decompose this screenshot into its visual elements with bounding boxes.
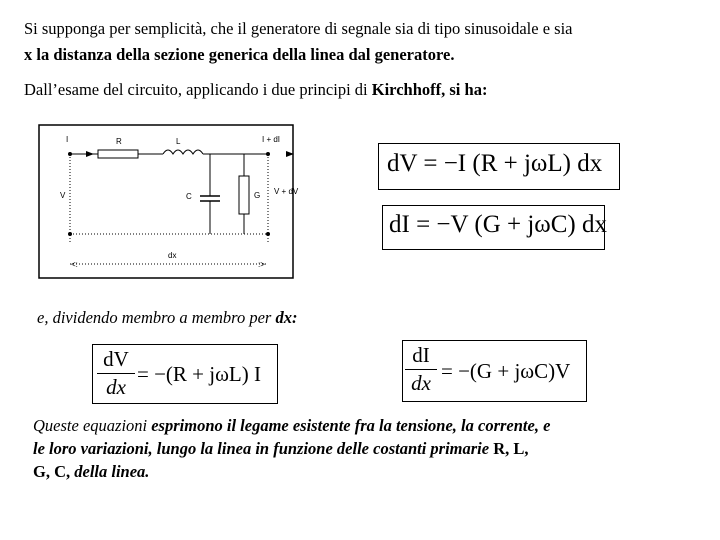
fraction-dI-dx — [405, 343, 437, 396]
conclusion-line1: esprimono il legame esistente fra la tensione, la corrente, e — [147, 416, 551, 435]
conclusion-constants-1: R, L, — [489, 439, 529, 458]
fraction-denominator: dx — [106, 375, 126, 399]
kirchhoff-prefix: Dall’esame del circuito, applicando i due principi di — [24, 80, 372, 99]
arrow-right: :> — [258, 260, 265, 269]
equation-dI: dI = −V (G + jωC) dx — [389, 211, 608, 238]
label-dx: dx — [168, 251, 177, 260]
arrow-left: <: — [71, 260, 78, 269]
fraction-bar — [97, 373, 135, 374]
label-C: C — [186, 192, 192, 201]
equation-rhs-I: = −(G + jωC)V — [441, 359, 571, 383]
dividing-text: e, dividendo membro a membro per — [37, 308, 276, 327]
fraction-bar — [405, 369, 437, 370]
label-I-left: I — [66, 135, 69, 144]
equation-rhs-V: = −(R + jωL) I — [137, 362, 262, 386]
node-right-top — [266, 152, 270, 156]
intro-line-2: x la distanza della sezione generica della linea dal generatore. — [24, 45, 455, 64]
equation-box-dI — [382, 205, 608, 250]
dividing-sentence — [37, 308, 297, 328]
circuit-frame — [39, 125, 293, 278]
conclusion-constants-2: G, C, — [33, 462, 75, 481]
label-V-left: V — [60, 191, 66, 200]
label-V-right: V + dV — [274, 187, 299, 196]
intro-paragraph — [24, 16, 704, 68]
conclusion-paragraph — [33, 414, 688, 483]
node-left-top — [68, 152, 72, 156]
label-I-right: I + dI — [262, 135, 281, 144]
conclusion-ending: della linea. — [74, 462, 150, 481]
intro-line-1: Si supponga per semplicità, che il generatore di segnale sia di tipo sinusoidale e sia — [24, 19, 573, 38]
label-R: R — [116, 137, 122, 146]
conclusion-line2: le loro variazioni, lungo la linea in funzione delle costanti primarie — [33, 439, 490, 458]
fraction-numerator: dV — [103, 347, 129, 371]
kirchhoff-suffix: , si ha: — [441, 80, 488, 99]
equation-dV: dV = −I (R + jωL) dx — [387, 150, 603, 177]
derivative-equation-V — [92, 344, 278, 404]
label-L: L — [176, 137, 181, 146]
node-right-bottom — [266, 232, 270, 236]
dividing-dx: dx: — [275, 308, 298, 327]
derivative-equation-I — [402, 340, 587, 402]
label-G: G — [254, 191, 261, 200]
kirchhoff-name: Kirchhoff — [371, 80, 442, 99]
fraction-denominator: dx — [411, 371, 431, 395]
fraction-dV-dx — [97, 347, 135, 400]
kirchhoff-sentence — [24, 80, 487, 100]
circuit-diagram — [38, 124, 299, 279]
conclusion-first: Queste equazioni — [33, 416, 148, 435]
equation-box-dV — [378, 143, 620, 190]
node-left-bottom — [68, 232, 72, 236]
fraction-numerator: dI — [412, 343, 430, 367]
